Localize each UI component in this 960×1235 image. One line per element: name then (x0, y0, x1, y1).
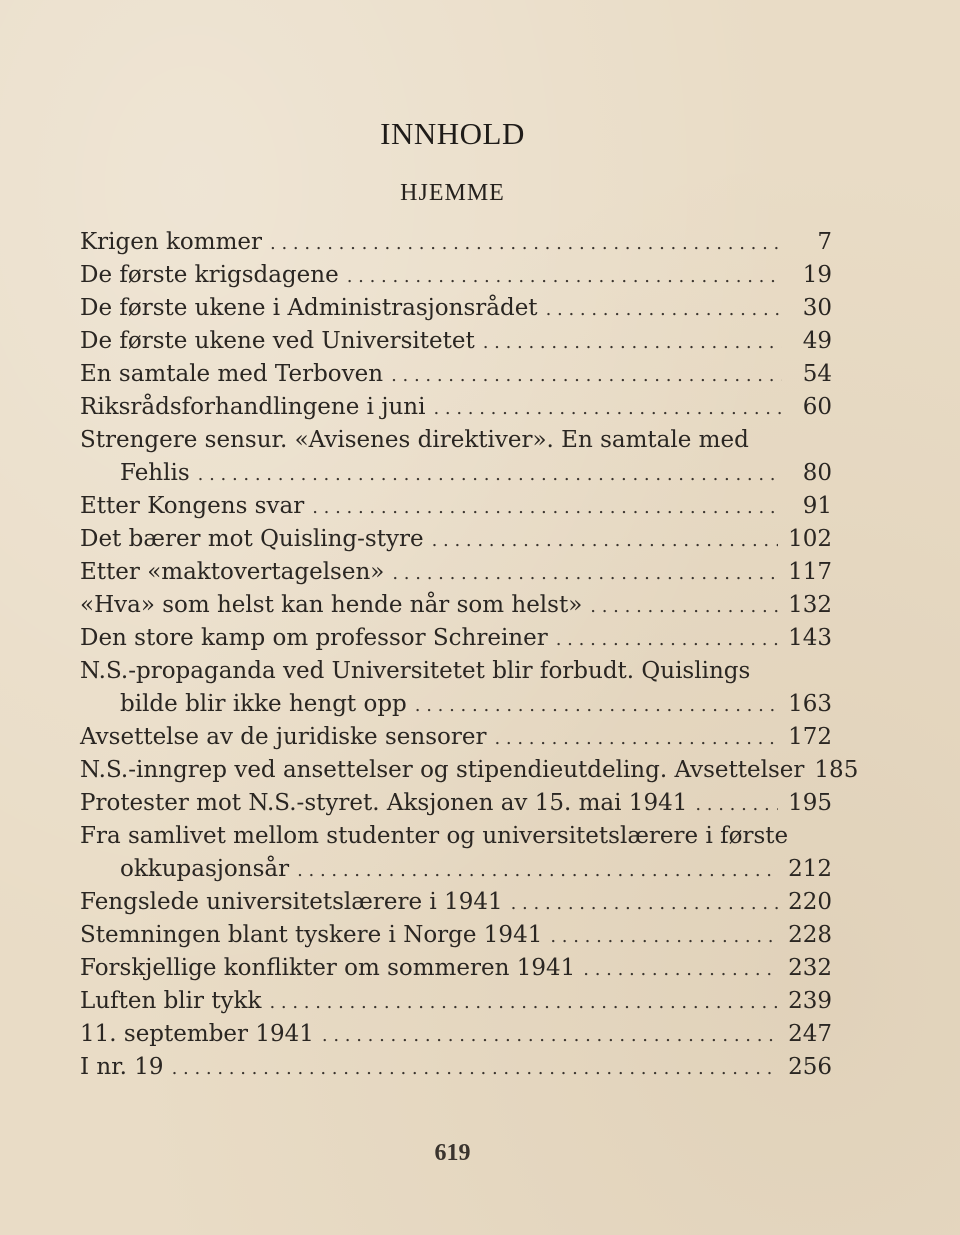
toc-entry (80, 655, 832, 721)
toc-entry (80, 820, 832, 886)
toc-entry-title: Forskjellige konflikter om sommeren 1941 (80, 955, 576, 981)
toc-entry (80, 622, 832, 655)
toc-entry (80, 391, 832, 424)
toc-entry (80, 754, 859, 787)
toc-entry-page: 220 (788, 889, 832, 915)
leader-dots (270, 227, 782, 260)
leader-dots (322, 1019, 778, 1052)
leader-dots (391, 359, 782, 392)
toc-entry-title: Etter «maktovertagelsen» (80, 559, 385, 585)
leader-dots (347, 260, 782, 293)
leader-dots (590, 590, 778, 623)
page-title: INNHOLD (380, 116, 525, 151)
toc-entry (80, 358, 832, 391)
toc-entry (80, 556, 832, 589)
leader-dots (172, 1052, 779, 1085)
toc-entry-page: 102 (788, 526, 832, 552)
leader-dots (546, 293, 782, 326)
toc-entry-page: 54 (802, 361, 832, 387)
toc-entry-title: De første ukene i Administrasjonsrådet (80, 295, 538, 321)
toc-entry-title: okkupasjonsår (120, 856, 290, 882)
leader-dots (550, 920, 778, 953)
leader-dots (312, 491, 782, 524)
toc-entry-title: Stemningen blant tyskere i Norge 1941 (80, 922, 543, 948)
toc-entry-page: 185 (814, 757, 859, 783)
toc-entry (80, 259, 832, 292)
toc-entry-title: Den store kamp om professor Schreiner (80, 625, 548, 651)
toc-entry-page: 91 (802, 493, 832, 519)
toc-entry (80, 985, 832, 1018)
leader-dots (583, 953, 778, 986)
toc-entry-title: Fehlis (120, 460, 190, 486)
toc-entry (80, 325, 832, 358)
toc-entry-title: I nr. 19 (80, 1054, 164, 1080)
toc-entry (80, 292, 832, 325)
leader-dots (483, 326, 782, 359)
toc-entry-title: Etter Kongens svar (80, 493, 305, 519)
toc-entry (80, 919, 832, 952)
toc-entry (80, 589, 832, 622)
toc-entry (80, 424, 832, 490)
toc-entry-page: 195 (788, 790, 832, 816)
toc-entry-title-line: Strengere sensur. «Avisenes direktiver». En samtale med (80, 427, 749, 453)
toc-entry-title: Fengslede universitetslærere i 1941 (80, 889, 503, 915)
toc-entry-page: 256 (788, 1054, 832, 1080)
leader-dots (297, 854, 778, 887)
toc-entry-title: Avsettelse av de juridiske sensorer (80, 724, 487, 750)
leader-dots (198, 458, 782, 491)
leader-dots (269, 986, 778, 1019)
toc-entry-page: 49 (802, 328, 832, 354)
toc-entry-page: 117 (788, 559, 832, 585)
toc-entry-page: 247 (788, 1021, 832, 1047)
toc-entry-page: 232 (788, 955, 832, 981)
leader-dots (494, 722, 778, 755)
leader-dots (556, 623, 778, 656)
toc-entry-page: 163 (788, 691, 832, 717)
leader-dots (392, 557, 778, 590)
leader-dots (511, 887, 778, 920)
toc-entry-page: 30 (802, 295, 832, 321)
table-of-contents (80, 226, 859, 1084)
toc-entry-title: Det bærer mot Quisling-styre (80, 526, 424, 552)
toc-entry-title: De første krigsdagene (80, 262, 339, 288)
toc-entry-title: De første ukene ved Universitetet (80, 328, 475, 354)
leader-dots (695, 788, 778, 821)
toc-entry (80, 1018, 832, 1051)
leader-dots (432, 524, 779, 557)
toc-entry-page: 132 (788, 592, 832, 618)
toc-entry-page: 143 (788, 625, 832, 651)
page-number: 619 (434, 1140, 471, 1166)
toc-entry-page: 172 (788, 724, 832, 750)
toc-entry (80, 721, 832, 754)
toc-entry-page: 239 (788, 988, 832, 1014)
toc-entry (80, 1051, 832, 1084)
toc-entry (80, 952, 832, 985)
toc-entry-title: Protester mot N.S.-styret. Aksjonen av 15. mai 1941 (80, 790, 688, 816)
toc-entry (80, 787, 832, 820)
toc-entry-title: 11. september 1941 (80, 1021, 314, 1047)
toc-entry-page: 80 (802, 460, 832, 486)
toc-entry-title: bilde blir ikke hengt opp (120, 691, 407, 717)
toc-entry-title-line: N.S.-propaganda ved Universitetet blir forbudt. Quislings (80, 658, 751, 684)
toc-entry-title: N.S.-inngrep ved ansettelser og stipendieutdeling. Avsettelser (80, 757, 805, 783)
toc-entry-title: Krigen kommer (80, 229, 263, 255)
toc-entry-title: En samtale med Terboven (80, 361, 384, 387)
section-heading: HJEMME (400, 180, 505, 206)
leader-dots (415, 689, 778, 722)
toc-entry-title: «Hva» som helst kan hende når som helst» (80, 592, 583, 618)
toc-entry-page: 60 (802, 394, 832, 420)
toc-entry (80, 523, 832, 556)
toc-entry-title-line: Fra samlivet mellom studenter og universitetslærere i første (80, 823, 789, 849)
leader-dots (433, 392, 782, 425)
toc-entry (80, 226, 832, 259)
toc-entry-title: Riksrådsforhandlingene i juni (80, 394, 426, 420)
toc-entry-page: 212 (788, 856, 832, 882)
toc-entry-title: Luften blir tykk (80, 988, 262, 1014)
toc-entry-page: 228 (788, 922, 832, 948)
toc-entry-page: 19 (802, 262, 832, 288)
toc-entry-page: 7 (817, 229, 832, 255)
toc-entry (80, 886, 832, 919)
toc-entry (80, 490, 832, 523)
